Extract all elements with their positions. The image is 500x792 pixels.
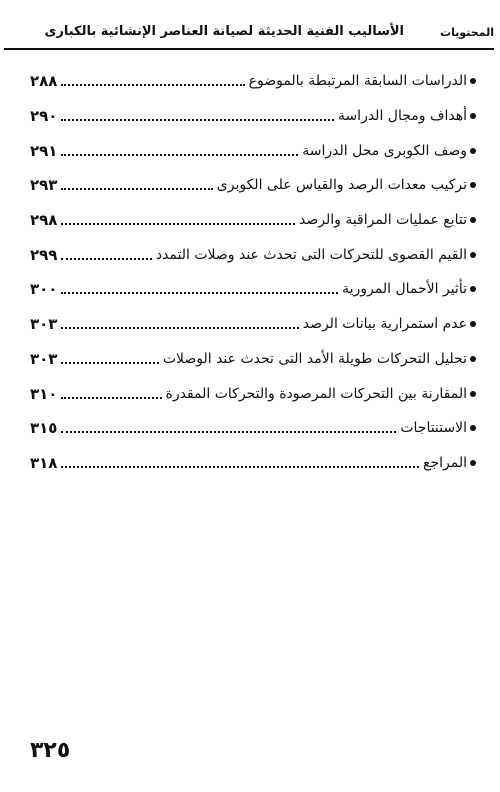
toc-entry [30, 203, 476, 238]
bullet-icon [470, 148, 476, 154]
toc-entry-page: ٢٩٨ [30, 211, 58, 230]
toc-entry-page: ٢٩٩ [30, 245, 58, 264]
toc-entry [30, 99, 476, 134]
toc-entry-title: أهداف ومجال الدراسة [337, 108, 467, 125]
toc-entry [30, 446, 476, 481]
dot-leader [61, 119, 333, 121]
bullet-icon [470, 391, 476, 397]
dot-leader [61, 258, 151, 260]
toc-entry-title: الدراسات السابقة المرتبطة بالموضوع [248, 73, 467, 90]
bullet-icon [470, 252, 476, 258]
dot-leader [61, 223, 295, 225]
book-title: الأساليب الفنية الحديثة لصيانة العناصر الإنشائية بالكبارى [44, 24, 404, 39]
toc-entry [30, 168, 476, 203]
toc-entry-title: عدم استمرارية بيانات الرصد [302, 316, 467, 333]
dot-leader [61, 327, 298, 329]
toc-entry-page: ٣١٥ [30, 419, 58, 438]
dot-leader [61, 154, 298, 156]
toc-entry-page: ٣٠٣ [30, 315, 58, 334]
dot-leader [61, 292, 338, 294]
toc-entry [30, 342, 476, 377]
bullet-icon [470, 460, 476, 466]
toc-entry-page: ٢٩٠ [30, 107, 58, 126]
dot-leader [61, 431, 396, 433]
bullet-icon [470, 113, 476, 119]
toc-entry [30, 307, 476, 342]
toc-entry-title: المقارنة بين التحركات المرصودة والتحركات المقدرة [165, 385, 467, 402]
toc-entry-title: الاستنتاجات [400, 420, 467, 437]
dot-leader [61, 188, 212, 190]
bullet-icon [470, 182, 476, 188]
toc-entry-page: ٣٠٠ [30, 280, 58, 299]
toc-entry-page: ٣١٨ [30, 453, 58, 472]
toc-entry-page: ٢٨٨ [30, 72, 58, 91]
toc-entry-page: ٢٩٣ [30, 176, 58, 195]
page-number: ٣٢٥ [30, 738, 71, 763]
dot-leader [61, 362, 158, 364]
toc-entry-title: القيم القصوى للتحركات التى تحدث عند وصلات التمدد [155, 246, 467, 263]
toc-entry-title: تركيب معدات الرصد والقياس على الكوبرى [216, 177, 467, 194]
toc-entry [30, 272, 476, 307]
bullet-icon [470, 425, 476, 431]
dot-leader [61, 84, 244, 86]
toc-entry-page: ٣٠٣ [30, 349, 58, 368]
toc-entry-page: ٣١٠ [30, 384, 58, 403]
header-divider [4, 48, 494, 50]
bullet-icon [470, 78, 476, 84]
bullet-icon [470, 356, 476, 362]
bullet-icon [470, 321, 476, 327]
running-header [6, 24, 494, 46]
section-label: المحتويات [440, 26, 494, 39]
bullet-icon [470, 286, 476, 292]
toc-entry-title: تحليل التحركات طويلة الأمد التى تحدث عند الوصلات [162, 350, 467, 367]
toc-entry-title: تأثير الأحمال المرورية [342, 281, 467, 298]
toc-entry-title: وصف الكوبرى محل الدراسة [302, 142, 467, 159]
toc-entry [30, 133, 476, 168]
toc-entry-title: تتابع عمليات المراقبة والرصد [299, 212, 467, 229]
table-of-contents [30, 64, 476, 480]
toc-entry [30, 411, 476, 446]
bullet-icon [470, 217, 476, 223]
toc-entry [30, 237, 476, 272]
toc-entry [30, 64, 476, 99]
toc-entry-title: المراجع [423, 454, 467, 471]
toc-entry [30, 376, 476, 411]
dot-leader [61, 397, 161, 399]
dot-leader [61, 466, 419, 468]
toc-entry-page: ٢٩١ [30, 141, 58, 160]
